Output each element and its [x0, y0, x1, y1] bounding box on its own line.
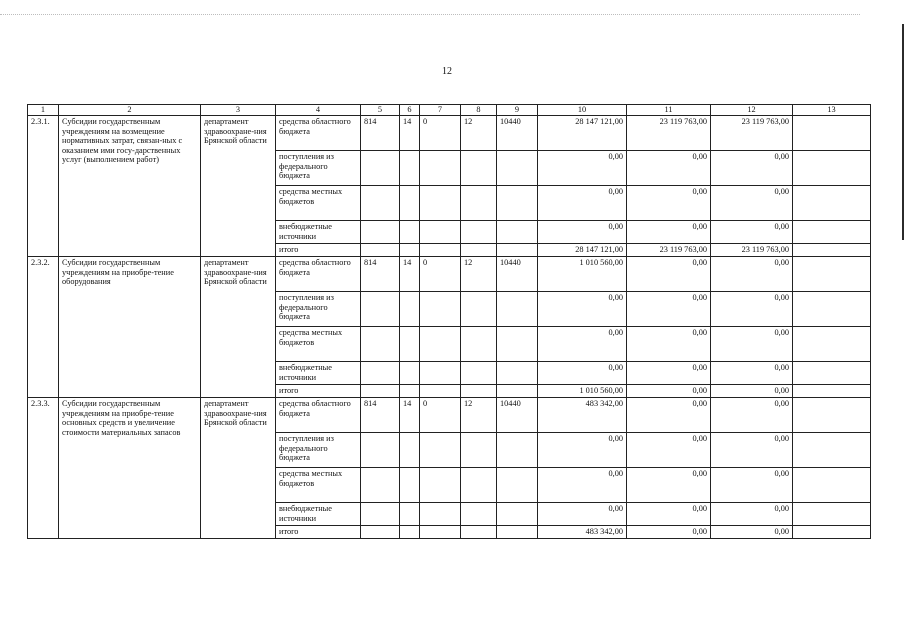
code-cell [461, 327, 497, 362]
code-cell [420, 151, 461, 186]
amount-cell: 0,00 [711, 362, 793, 385]
code-cell [461, 433, 497, 468]
amount-cell: 0,00 [538, 327, 627, 362]
item-number: 2.3.2. [28, 257, 59, 398]
funding-source: средства местных бюджетов [276, 186, 361, 221]
item-number: 2.3.3. [28, 398, 59, 539]
note-cell [793, 362, 871, 385]
code-cell [361, 244, 400, 257]
code-cell: 12 [461, 398, 497, 433]
amount-cell: 0,00 [627, 221, 711, 244]
code-cell [400, 151, 420, 186]
code-cell [461, 244, 497, 257]
code-cell: 10440 [497, 116, 538, 151]
code-cell: 12 [461, 257, 497, 292]
funding-source: средства местных бюджетов [276, 468, 361, 503]
code-cell [400, 244, 420, 257]
amount-cell: 23 119 763,00 [627, 116, 711, 151]
funding-source: средства областного бюджета [276, 398, 361, 433]
amount-cell: 1 010 560,00 [538, 257, 627, 292]
column-header-10: 10 [538, 105, 627, 116]
amount-cell: 0,00 [711, 292, 793, 327]
item-name: Субсидии государственным учреждениям на возмещение нормативных затрат, связан-ных с оказанием ими госу-дарственных услуг (выполнением работ) [59, 116, 201, 257]
column-header-7: 7 [420, 105, 461, 116]
column-header-12: 12 [711, 105, 793, 116]
code-cell [497, 327, 538, 362]
code-cell: 10440 [497, 398, 538, 433]
code-cell [420, 327, 461, 362]
item-executor: департамент здравоохране-ния Брянской области [201, 398, 276, 539]
funding-source: средства областного бюджета [276, 257, 361, 292]
amount-cell: 0,00 [627, 526, 711, 539]
code-cell [361, 433, 400, 468]
column-header-3: 3 [201, 105, 276, 116]
code-cell [497, 385, 538, 398]
funding-source: поступления из федерального бюджета [276, 433, 361, 468]
amount-cell: 0,00 [627, 398, 711, 433]
amount-cell: 0,00 [538, 362, 627, 385]
code-cell [461, 468, 497, 503]
item-name: Субсидии государственным учреждениям на приобре-тение оборудования [59, 257, 201, 398]
column-header-5: 5 [361, 105, 400, 116]
code-cell [497, 292, 538, 327]
funding-source: итого [276, 385, 361, 398]
budget-table [27, 104, 871, 539]
code-cell [420, 221, 461, 244]
table-row [28, 257, 871, 292]
note-cell [793, 433, 871, 468]
code-cell [497, 503, 538, 526]
note-cell [793, 186, 871, 221]
column-header-13: 13 [793, 105, 871, 116]
amount-cell: 483 342,00 [538, 526, 627, 539]
amount-cell: 0,00 [711, 151, 793, 186]
amount-cell: 0,00 [627, 257, 711, 292]
funding-source: средства местных бюджетов [276, 327, 361, 362]
code-cell [461, 526, 497, 539]
code-cell [400, 327, 420, 362]
note-cell [793, 116, 871, 151]
code-cell [497, 526, 538, 539]
code-cell: 814 [361, 398, 400, 433]
code-cell [497, 221, 538, 244]
scan-artifact-top-line [0, 14, 860, 15]
funding-source: поступления из федерального бюджета [276, 292, 361, 327]
code-cell [497, 362, 538, 385]
amount-cell: 0,00 [627, 362, 711, 385]
code-cell [497, 151, 538, 186]
amount-cell: 0,00 [711, 186, 793, 221]
scan-artifact-right-edge [902, 24, 904, 240]
code-cell [361, 468, 400, 503]
code-cell [361, 186, 400, 221]
amount-cell: 23 119 763,00 [711, 116, 793, 151]
amount-cell: 0,00 [627, 292, 711, 327]
amount-cell: 1 010 560,00 [538, 385, 627, 398]
note-cell [793, 385, 871, 398]
code-cell: 814 [361, 116, 400, 151]
amount-cell: 0,00 [538, 292, 627, 327]
code-cell [400, 468, 420, 503]
code-cell [400, 362, 420, 385]
code-cell [361, 385, 400, 398]
amount-cell: 0,00 [627, 186, 711, 221]
code-cell: 814 [361, 257, 400, 292]
column-header-8: 8 [461, 105, 497, 116]
item-name: Субсидии государственным учреждениям на приобре-тение основных средств и увеличение стоимости материальных запасов [59, 398, 201, 539]
amount-cell: 0,00 [627, 327, 711, 362]
amount-cell: 0,00 [711, 221, 793, 244]
amount-cell: 0,00 [627, 433, 711, 468]
note-cell [793, 151, 871, 186]
amount-cell: 0,00 [711, 257, 793, 292]
code-cell [461, 151, 497, 186]
code-cell: 14 [400, 257, 420, 292]
amount-cell: 0,00 [538, 468, 627, 503]
amount-cell: 0,00 [711, 468, 793, 503]
code-cell [400, 526, 420, 539]
amount-cell: 23 119 763,00 [627, 244, 711, 257]
note-cell [793, 244, 871, 257]
code-cell [497, 468, 538, 503]
item-number: 2.3.1. [28, 116, 59, 257]
code-cell: 14 [400, 116, 420, 151]
amount-cell: 0,00 [538, 503, 627, 526]
column-header-6: 6 [400, 105, 420, 116]
code-cell [420, 244, 461, 257]
column-header-1: 1 [28, 105, 59, 116]
note-cell [793, 503, 871, 526]
code-cell [420, 526, 461, 539]
code-cell [461, 186, 497, 221]
note-cell [793, 398, 871, 433]
amount-cell: 0,00 [627, 151, 711, 186]
code-cell [361, 362, 400, 385]
amount-cell: 0,00 [627, 468, 711, 503]
table-body [28, 116, 871, 539]
code-cell [361, 221, 400, 244]
note-cell [793, 468, 871, 503]
amount-cell: 0,00 [711, 433, 793, 468]
amount-cell: 0,00 [538, 151, 627, 186]
code-cell [400, 385, 420, 398]
code-cell [461, 385, 497, 398]
table-row [28, 398, 871, 433]
code-cell [400, 221, 420, 244]
code-cell [461, 292, 497, 327]
funding-source: поступления из федерального бюджета [276, 151, 361, 186]
code-cell [461, 221, 497, 244]
amount-cell: 483 342,00 [538, 398, 627, 433]
note-cell [793, 327, 871, 362]
funding-source: внебюджетные источники [276, 362, 361, 385]
code-cell: 0 [420, 257, 461, 292]
column-header-2: 2 [59, 105, 201, 116]
code-cell [361, 503, 400, 526]
header-row [28, 105, 871, 116]
code-cell [461, 503, 497, 526]
code-cell [361, 151, 400, 186]
funding-source: внебюджетные источники [276, 503, 361, 526]
funding-source: итого [276, 526, 361, 539]
code-cell [497, 433, 538, 468]
table-row [28, 116, 871, 151]
code-cell [420, 362, 461, 385]
code-cell [361, 526, 400, 539]
item-executor: департамент здравоохране-ния Брянской области [201, 257, 276, 398]
note-cell [793, 221, 871, 244]
code-cell [420, 433, 461, 468]
amount-cell: 23 119 763,00 [711, 244, 793, 257]
column-header-4: 4 [276, 105, 361, 116]
code-cell [420, 292, 461, 327]
table-header [28, 105, 871, 116]
amount-cell: 0,00 [627, 503, 711, 526]
code-cell [420, 186, 461, 221]
amount-cell: 0,00 [711, 503, 793, 526]
amount-cell: 28 147 121,00 [538, 116, 627, 151]
code-cell: 0 [420, 398, 461, 433]
funding-source: внебюджетные источники [276, 221, 361, 244]
code-cell: 10440 [497, 257, 538, 292]
page-number: 12 [442, 66, 452, 77]
item-executor: департамент здравоохране-ния Брянской области [201, 116, 276, 257]
code-cell [400, 503, 420, 526]
code-cell [497, 244, 538, 257]
code-cell [361, 327, 400, 362]
amount-cell: 0,00 [627, 385, 711, 398]
code-cell [420, 385, 461, 398]
code-cell [420, 468, 461, 503]
amount-cell: 0,00 [711, 327, 793, 362]
code-cell: 12 [461, 116, 497, 151]
code-cell [461, 362, 497, 385]
column-header-9: 9 [497, 105, 538, 116]
code-cell: 14 [400, 398, 420, 433]
code-cell [400, 433, 420, 468]
note-cell [793, 292, 871, 327]
amount-cell: 0,00 [538, 433, 627, 468]
amount-cell: 0,00 [711, 385, 793, 398]
amount-cell: 0,00 [711, 526, 793, 539]
funding-source: итого [276, 244, 361, 257]
code-cell [420, 503, 461, 526]
code-cell [497, 186, 538, 221]
amount-cell: 28 147 121,00 [538, 244, 627, 257]
amount-cell: 0,00 [711, 398, 793, 433]
column-header-11: 11 [627, 105, 711, 116]
funding-source: средства областного бюджета [276, 116, 361, 151]
amount-cell: 0,00 [538, 186, 627, 221]
amount-cell: 0,00 [538, 221, 627, 244]
code-cell [361, 292, 400, 327]
code-cell [400, 186, 420, 221]
note-cell [793, 257, 871, 292]
note-cell [793, 526, 871, 539]
code-cell: 0 [420, 116, 461, 151]
code-cell [400, 292, 420, 327]
